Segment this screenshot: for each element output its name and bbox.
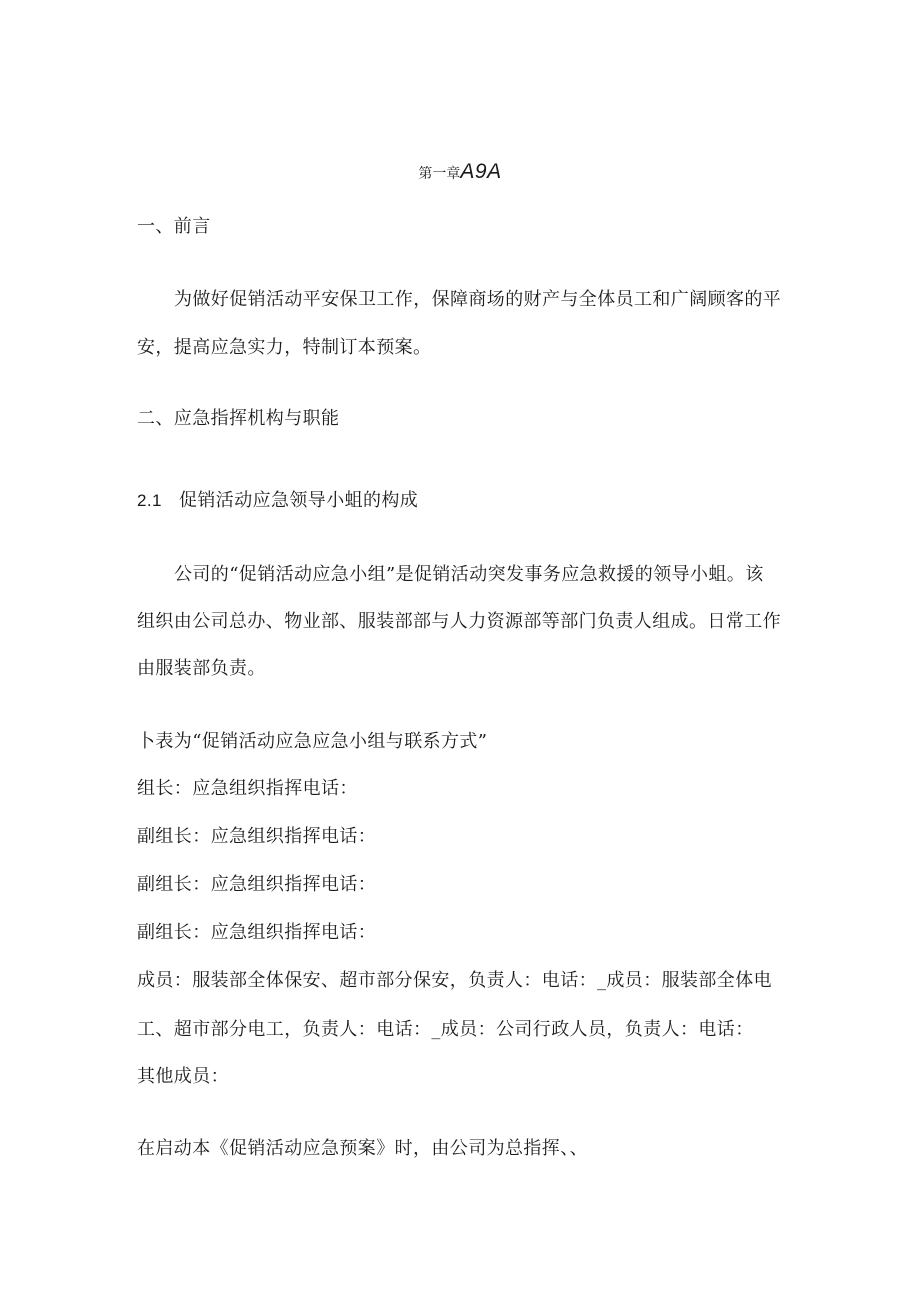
deputy-line-1: 副组长：应急组织指挥电话： (137, 826, 377, 847)
deputy-line-2: 副组长：应急组织指挥电话： (137, 874, 377, 895)
preface-heading: 一、前言 (137, 216, 211, 237)
org-paragraph-line-2: 组织由公司总办、物业部、服装部部与人力资源部等部门负责人组成。日常工作 (137, 611, 781, 632)
subsection-heading (137, 490, 418, 512)
subsection-number: 2.1 (137, 491, 162, 510)
leader-line: 组长：应急组织指挥电话： (137, 778, 358, 799)
closing-line: 在启动本《促销活动应急预案》时，由公司为总指挥、、 (137, 1138, 588, 1159)
chapter-title (0, 160, 920, 186)
preface-paragraph-line-2: 安，提高应急实力，特制订本预案。 (137, 337, 432, 358)
preface-paragraph-line-1: 为做好促销活动平安保卫工作，保障商场的财产与全体员工和广阔顾客的平 (174, 289, 782, 310)
org-heading: 二、应急指挥机构与职能 (137, 408, 340, 429)
members-line-2: 工、超市部分电工，负责人：电话：_成员：公司行政人员，负责人：电话： (137, 1019, 754, 1040)
members-line-3: 其他成员： (137, 1066, 229, 1087)
org-paragraph-line-1: 公司的“促销活动应急小组”是促销活动突发事务应急救援的领导小蛆。该 (174, 564, 764, 585)
org-paragraph-line-3: 由服装部负责。 (137, 658, 266, 679)
subsection-title: 促销活动应急领导小蛆的构成 (179, 490, 419, 511)
chapter-code: A9A (460, 160, 502, 183)
table-intro: 卜表为“促销活动应急应急小组与联系方式” (137, 731, 488, 752)
members-line-1: 成员：服装部全体保安、超市部分保安，负责人：电话：_成员：服装部全体电 (137, 970, 772, 991)
deputy-line-3: 副组长：应急组织指挥电话： (137, 922, 377, 943)
chapter-prefix: 第一章 (418, 166, 461, 182)
